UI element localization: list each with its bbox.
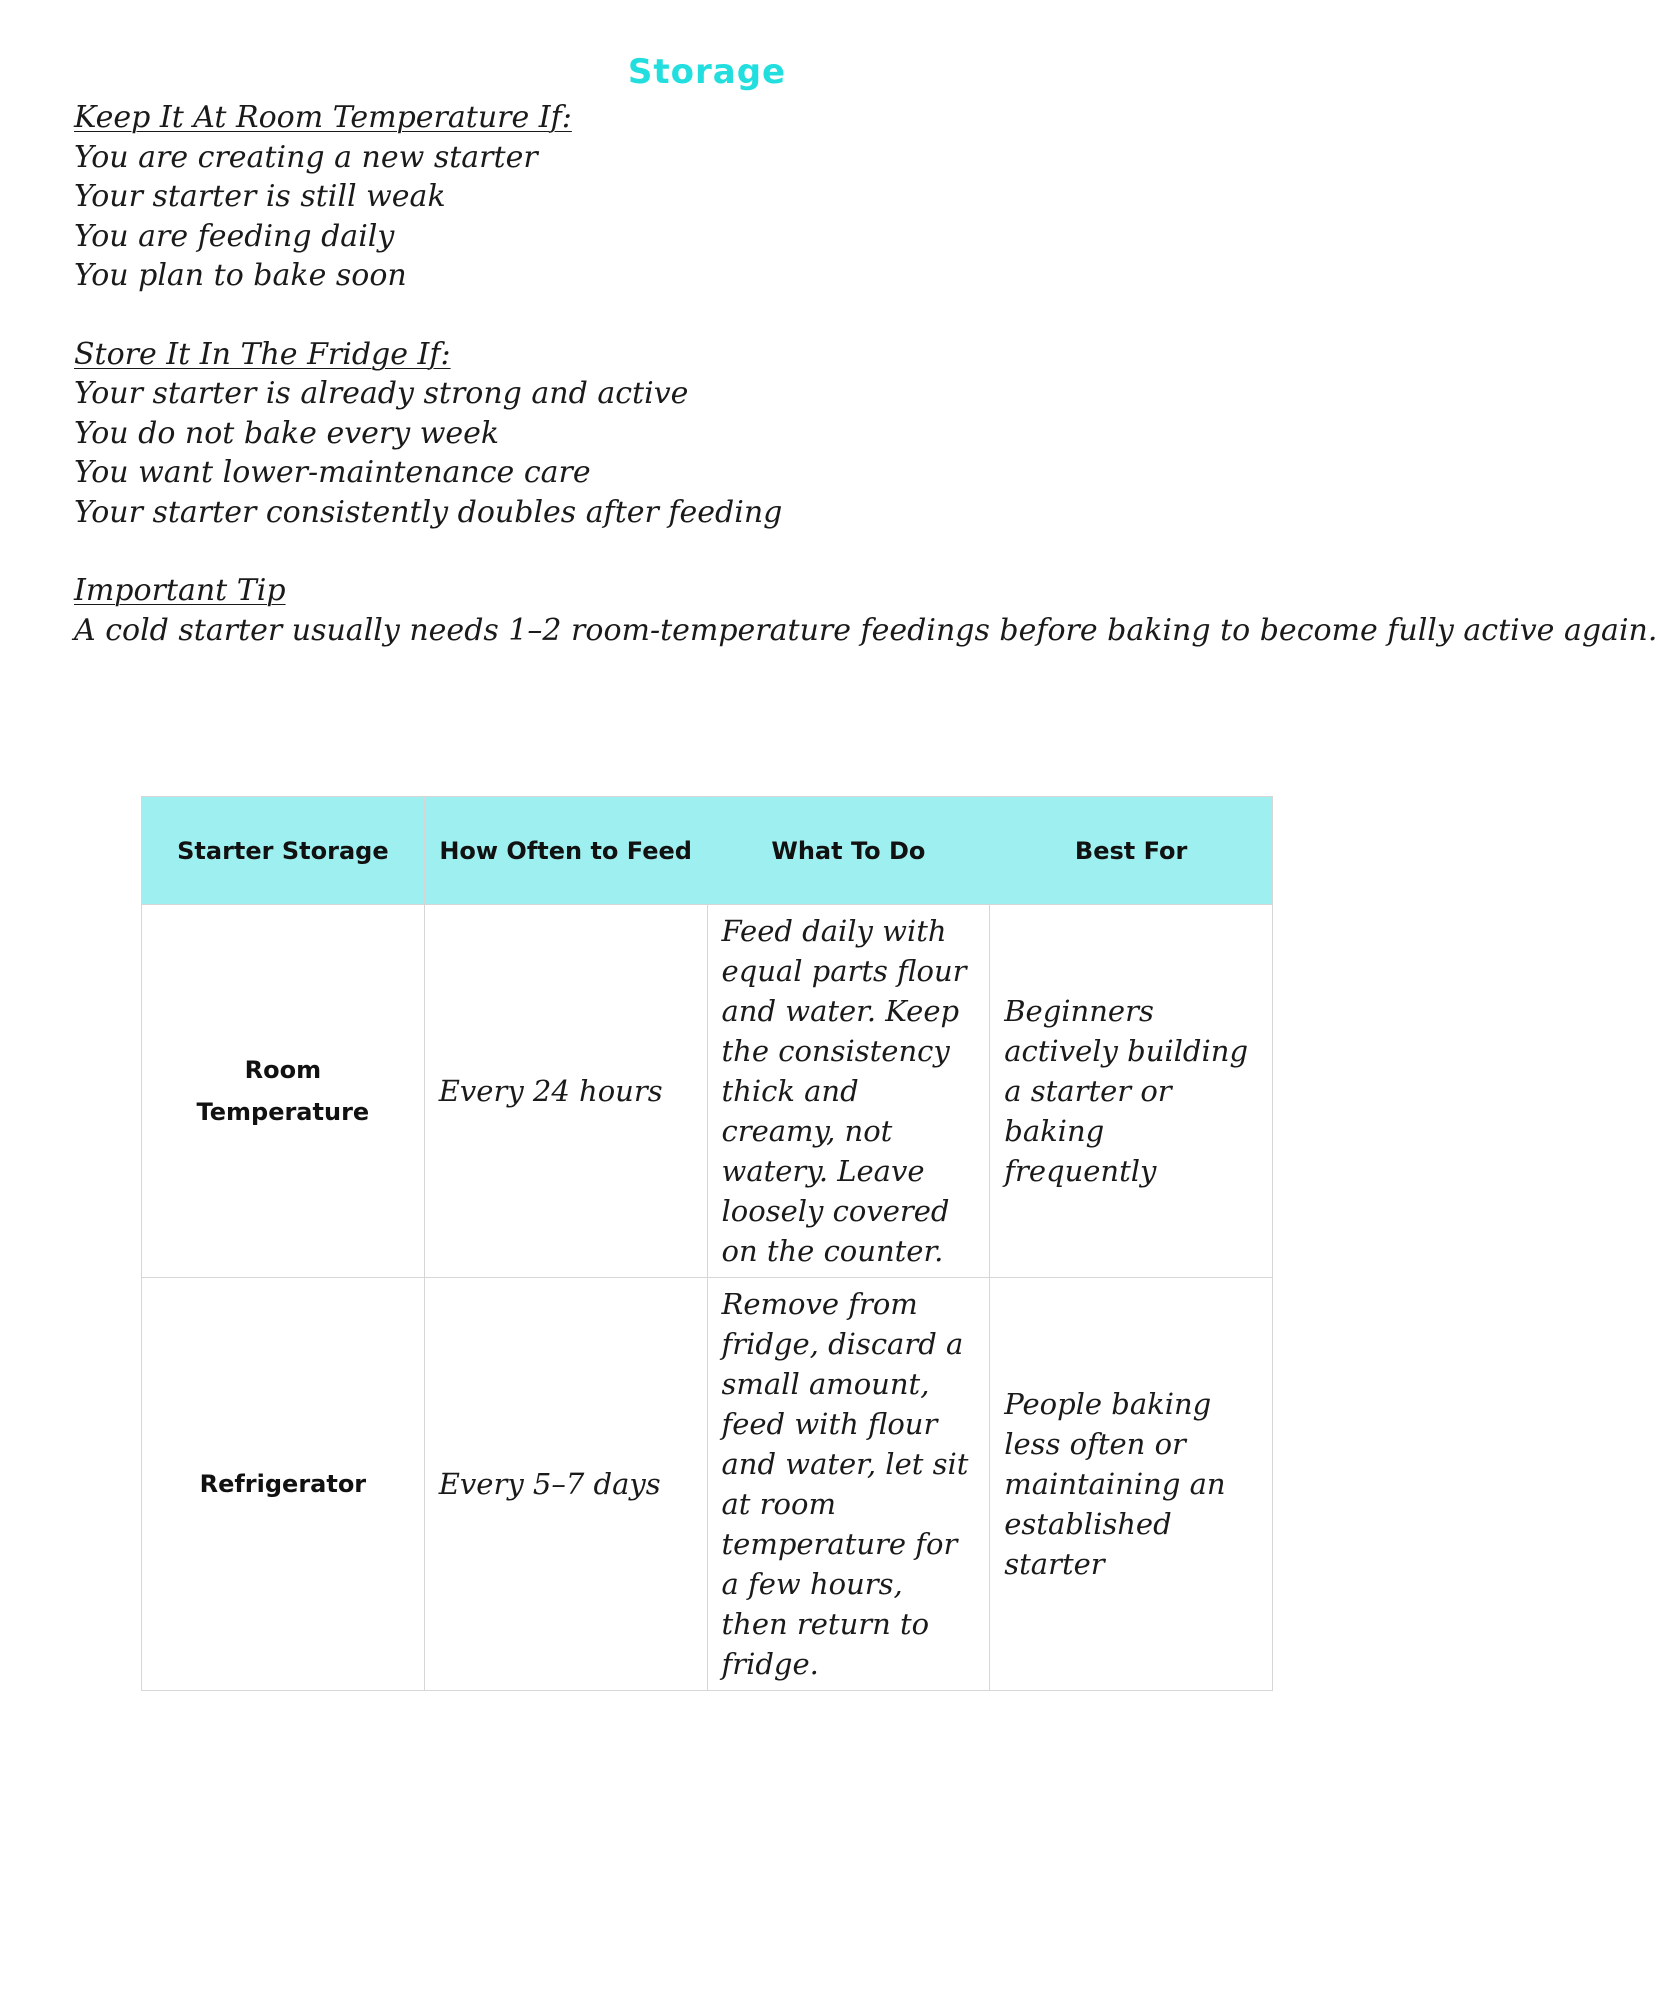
important-tip-section xyxy=(74,571,1657,650)
fridge-section xyxy=(74,335,1364,533)
room-temperature-section xyxy=(74,98,1364,296)
header-best-for: Best For xyxy=(990,797,1273,905)
room-temperature-reason: You are creating a new starter xyxy=(74,139,538,175)
best-for-cell: People baking less often or maintaining an established starter xyxy=(990,1278,1273,1691)
storage-type-cell: Refrigerator xyxy=(142,1278,425,1691)
room-temperature-reason: You are feeding daily xyxy=(74,218,395,254)
fridge-reason: Your starter consistently doubles after feeding xyxy=(74,494,783,530)
what-to-do-cell: Feed daily with equal parts flour and water. Keep the consistency thick and creamy, not watery. Leave loosely covered on the counter. xyxy=(707,905,990,1278)
fridge-heading: Store It In The Fridge If: xyxy=(74,336,451,372)
header-how-often-to-feed: How Often to Feed xyxy=(424,797,707,905)
storage-guidelines xyxy=(74,98,1657,689)
feed-frequency-cell: Every 5–7 days xyxy=(424,1278,707,1691)
table-row xyxy=(142,905,1273,1278)
fridge-reason: Your starter is already strong and active xyxy=(74,376,689,411)
best-for-cell: Beginners actively building a starter or baking frequently xyxy=(990,905,1273,1278)
important-tip-heading: Important Tip xyxy=(74,573,286,608)
table-header-row xyxy=(142,797,1273,905)
header-starter-storage: Starter Storage xyxy=(142,797,425,905)
what-to-do-cell: Remove from fridge, discard a small amount, feed with flour and water, let sit at room temperature for a few hours, then return to fridge. xyxy=(707,1278,990,1691)
fridge-reason: You want lower-maintenance care xyxy=(74,455,591,490)
room-temperature-reason: Your starter is still weak xyxy=(74,179,446,214)
storage-table xyxy=(141,796,1273,1691)
header-what-to-do: What To Do xyxy=(707,797,990,905)
important-tip-text: A cold starter usually needs 1–2 room-temperature feedings before baking to become fully active again. xyxy=(74,612,1657,648)
page-title: Storage xyxy=(627,52,787,92)
storage-type-cell: Room Temperature xyxy=(142,905,425,1278)
room-temperature-reason: You plan to bake soon xyxy=(74,258,407,293)
fridge-reason: You do not bake every week xyxy=(74,415,500,451)
table-row xyxy=(142,1278,1273,1691)
room-temperature-heading: Keep It At Room Temperature If: xyxy=(74,100,572,135)
feed-frequency-cell: Every 24 hours xyxy=(424,905,707,1278)
